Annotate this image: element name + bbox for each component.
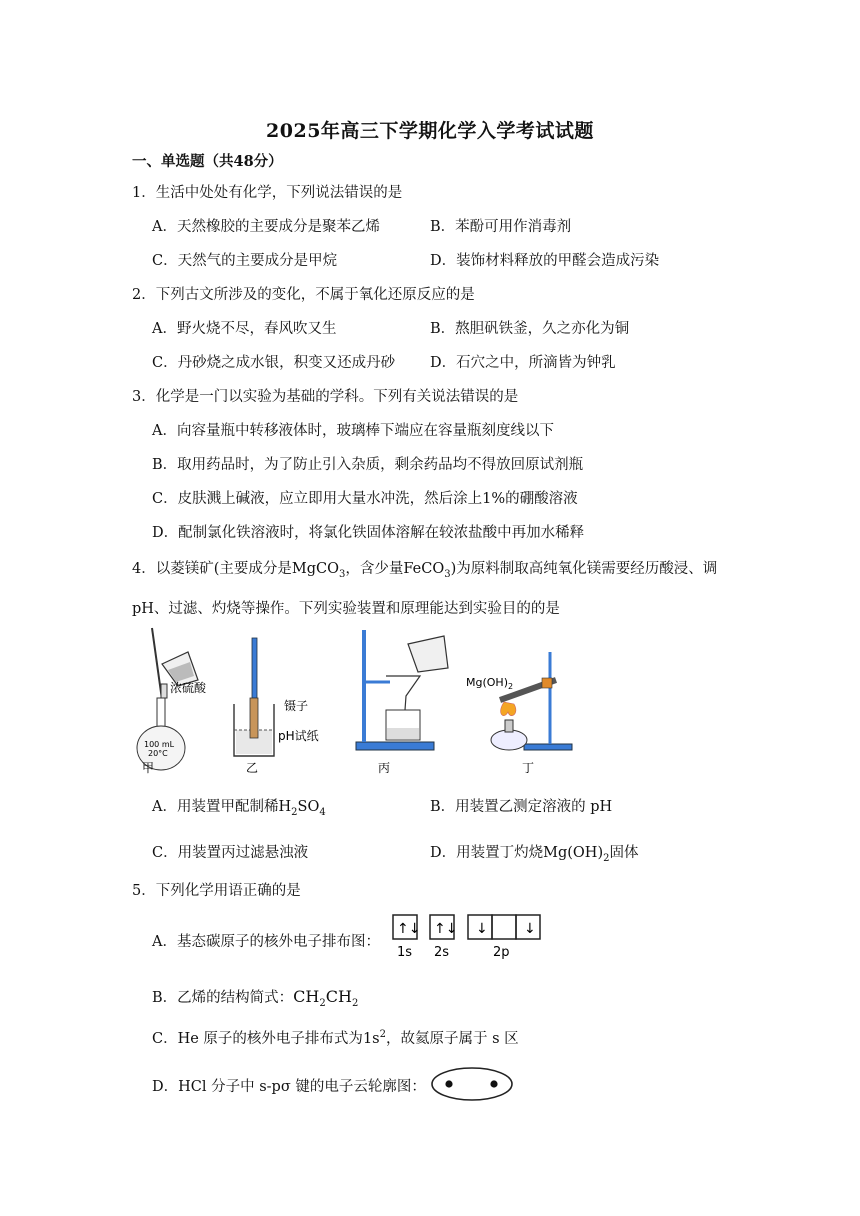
question-3-option-b: B．取用药品时，为了防止引入杂质，剩余药品均不得放回原试剂瓶	[152, 457, 584, 473]
page-title: 2025年高三下学期化学入学考试试题	[266, 120, 594, 142]
question-1-stem: 1．生活中处处有化学，下列说法错误的是	[132, 185, 403, 201]
formula-mgco3: MgCO$_3$	[291, 561, 346, 580]
question-5-stem: 5．下列化学用语正确的是	[132, 883, 301, 899]
label-conc-sulfuric-acid: 浓硫酸	[170, 681, 207, 695]
orbital-label-2p: 2p	[493, 945, 510, 960]
label-mgoh2: $Mg(OH)_2$	[466, 676, 514, 691]
question-2-option-d: D．石穴之中，所滴皆为钟乳	[430, 355, 616, 371]
question-3-option-c: C．皮肤溅上碱液，应立即用大量水冲洗，然后涂上1%的硼酸溶液	[152, 491, 578, 507]
question-4-option-d: D．用装置丁灼烧$Mg(OH)_2$固体	[430, 845, 639, 864]
question-1-option-b: B．苯酚可用作消毒剂	[430, 219, 572, 235]
orbital-label-1s: 1s	[397, 945, 413, 960]
apparatus-ding	[466, 652, 572, 750]
formula-mgoh2: $Mg(OH)_2$	[543, 845, 610, 864]
question-1-option-d: D．装饰材料释放的甲醛会造成污染	[430, 253, 660, 269]
question-1-option-a: A．天然橡胶的主要成分是聚苯乙烯	[152, 219, 380, 235]
down-arrow-icon: ↓	[476, 921, 488, 937]
electron-cloud-diagram	[430, 1066, 514, 1102]
label-ph-paper: pH试纸	[278, 729, 319, 743]
apparatus-jia	[137, 628, 207, 770]
up-down-arrows-icon: ↑↓	[434, 921, 458, 937]
question-4-option-a: A．用装置甲配制稀$H_2SO_4$	[152, 799, 326, 818]
formula-ch2ch2: $CH_2CH_2$	[293, 987, 359, 1010]
question-4-apparatus-figure	[128, 624, 588, 774]
orbital-label-2s: 2s	[434, 945, 450, 960]
question-2-option-c: C．丹砂烧之成水银，积变又还成丹砂	[152, 355, 396, 371]
formula-1s2: $1s^2$	[362, 1029, 386, 1047]
question-2-option-b: B．熬胆矾铁釜，久之亦化为铜	[430, 321, 630, 337]
question-5-option-b: B．乙烯的结构简式：$CH_2CH_2$	[152, 987, 359, 1010]
section-heading: 一、单选题（共48分）	[132, 153, 283, 170]
formula-feco3: FeCO$_3$	[403, 561, 451, 580]
label-ding: 丁	[522, 761, 535, 774]
label-flask-volume: 100 mL	[144, 740, 175, 749]
label-jia: 甲	[142, 761, 155, 774]
question-3-option-d: D．配制氯化铁溶液时，将氯化铁固体溶解在较浓盐酸中再加水稀释	[152, 525, 585, 541]
label-tweezers: 镊子	[284, 699, 309, 713]
question-4-option-c: C．用装置丙过滤悬浊液	[152, 845, 309, 861]
question-4-stem-line2: pH、过滤、灼烧等操作。下列实验装置和原理能达到实验目的的是	[132, 601, 560, 617]
question-3-stem: 3．化学是一门以实验为基础的学科。下列有关说法错误的是	[132, 389, 519, 405]
down-arrow-icon: ↓	[524, 921, 536, 937]
up-down-arrows-icon: ↑↓	[397, 921, 421, 937]
question-4-stem-line1: 4．以菱镁矿(主要成分是MgCO$_3$，含少量FeCO$_3$)为原料制取高纯氧化镁需要经历酸浸、调	[132, 561, 718, 580]
question-4-option-b: B．用装置乙测定溶液的 pH	[430, 799, 613, 815]
label-bing: 丙	[378, 761, 391, 774]
formula-h2so4: $H_2SO_4$	[278, 799, 326, 818]
question-5-option-d: D．HCl 分子中 s-pσ 键的电子云轮廓图：	[152, 1079, 426, 1095]
apparatus-bing	[356, 630, 448, 750]
question-3-option-a: A．向容量瓶中转移液体时，玻璃棒下端应在容量瓶刻度线以下	[152, 423, 554, 439]
question-2-stem: 2．下列古文所涉及的变化，不属于氧化还原反应的是	[132, 287, 475, 303]
question-5-option-a: A．基态碳原子的核外电子排布图：	[152, 934, 380, 950]
orbital-diagram	[392, 914, 546, 962]
label-flask-temp: 20°C	[148, 749, 168, 758]
apparatus-yi	[234, 638, 319, 756]
question-5-option-c: C．He 原子的核外电子排布式为$1s^2$，故氦原子属于 s 区	[152, 1029, 519, 1047]
question-2-option-a: A．野火烧不尽，春风吹又生	[152, 321, 337, 337]
question-1-option-c: C．天然气的主要成分是甲烷	[152, 253, 338, 269]
label-yi: 乙	[246, 761, 259, 774]
